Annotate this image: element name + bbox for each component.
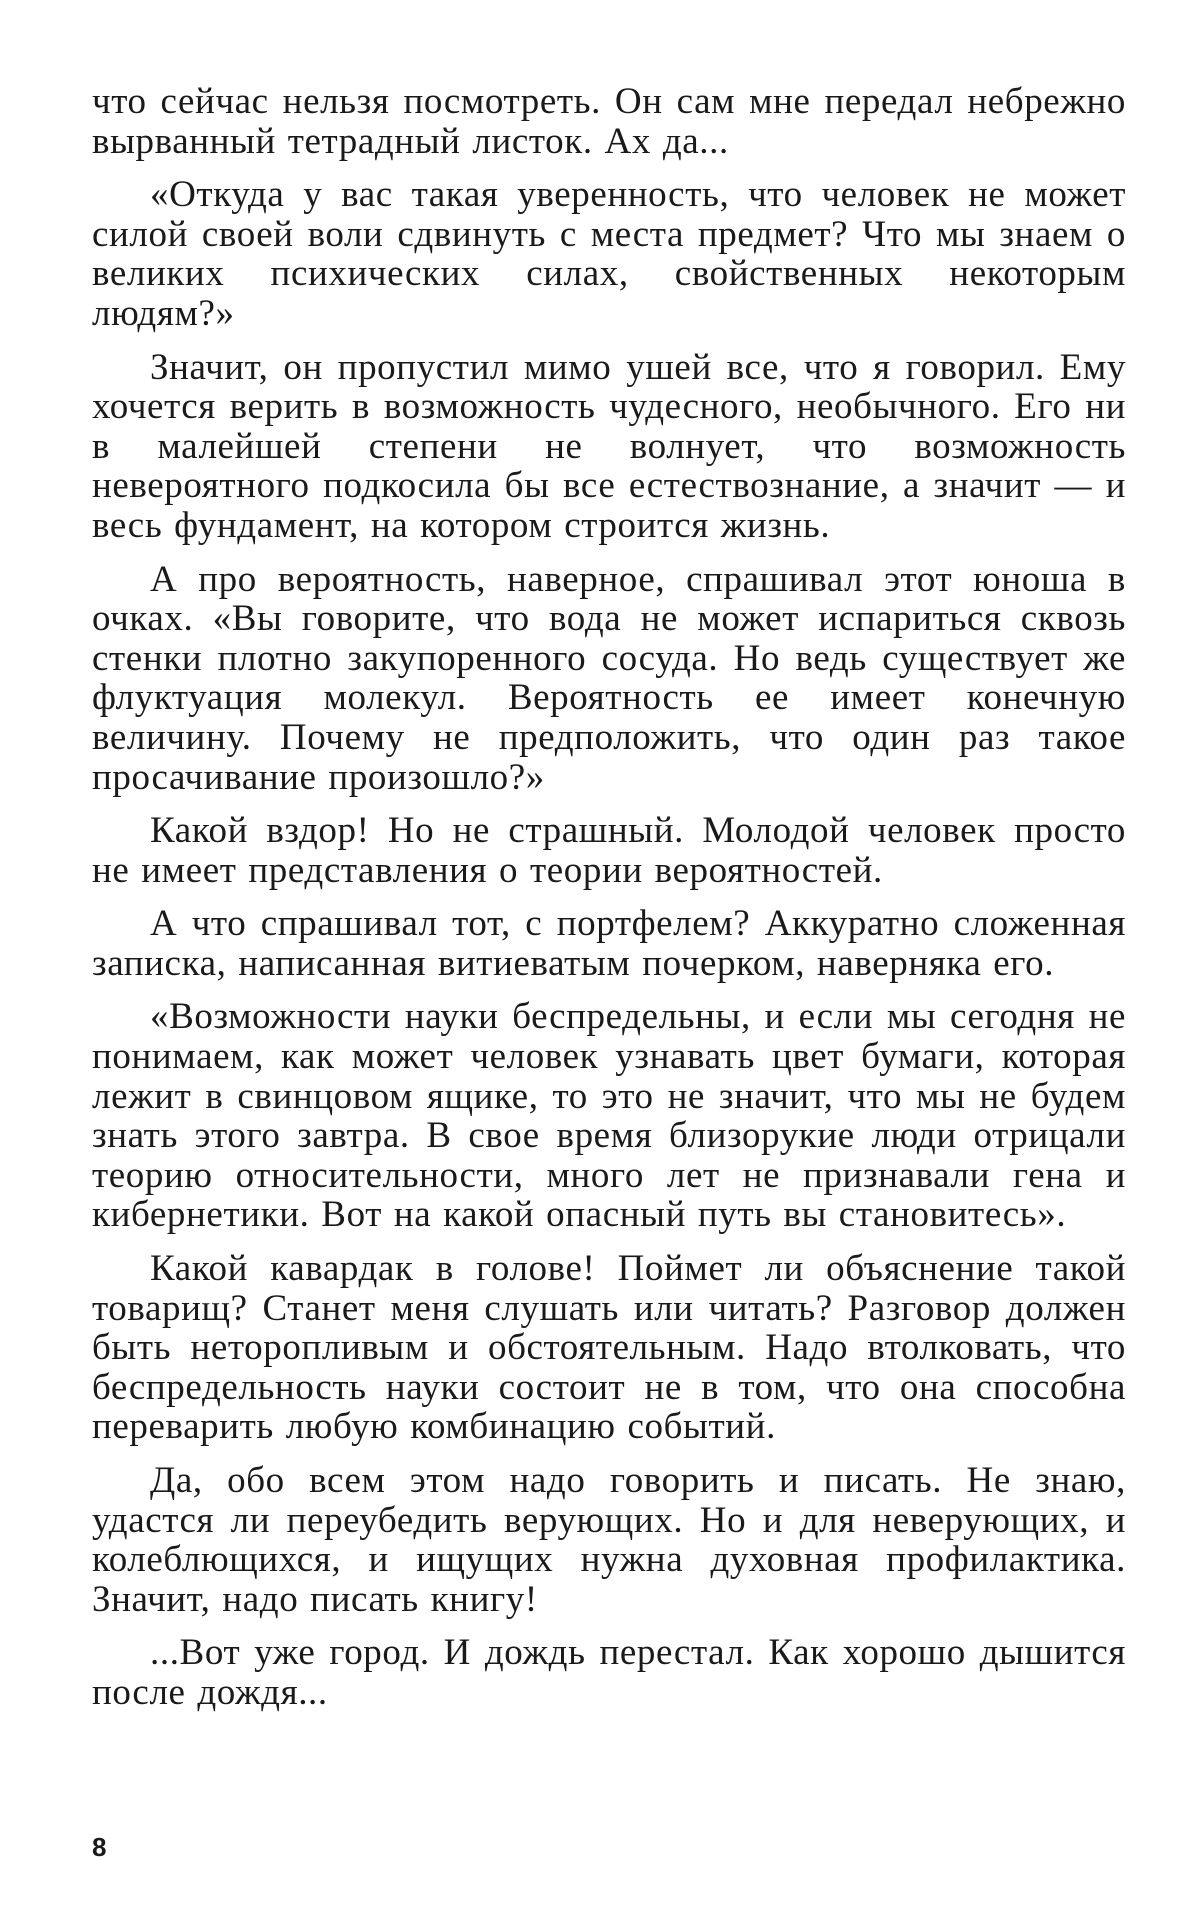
paragraph-1: что сейчас нельзя посмотреть. Он сам мне передал небрежно вырванный тетрадный листок. Ах да... bbox=[92, 81, 1126, 162]
page-number: 8 bbox=[92, 1832, 107, 1862]
paragraph-6: А что спрашивал тот, с портфелем? Аккуратно сложенная записка, написанная витиеватым почерком, наверняка его. bbox=[92, 903, 1126, 984]
paragraph-7: «Возможности науки беспредельны, и если мы сегодня не понимаем, как может человек узнавать цвет бумаги, которая лежит в свинцовом ящике, то это не значит, что мы не будем знать этого завтра. В свое время близорукие люди отрицали теорию относительности, много лет не признавали гена и кибернетики. Вот на какой опасный путь вы становитесь». bbox=[92, 996, 1126, 1236]
paragraph-2: «Откуда у вас такая уверенность, что человек не может силой своей воли сдвинуть с места предмет? Что мы знаем о великих психических силах, свойственных некоторым людям?» bbox=[92, 174, 1126, 334]
paragraph-4: А про вероятность, наверное, спрашивал этот юноша в очках. «Вы говорите, что вода не может испариться сквозь стенки плотно закупоренного сосуда. Но ведь существует же флуктуация молекул. Вероятность ее имеет конечную величину. Почему не предположить, что один раз такое просачивание произошло?» bbox=[92, 558, 1126, 798]
paragraph-8: Какой кавардак в голове! Поймет ли объяснение такой товарищ? Станет меня слушать или читать? Разговор должен быть неторопливым и обстоятельным. Надо втолковать, что беспредельность науки состоит не в том, что она способна переварить любую комбинацию событий. bbox=[92, 1248, 1126, 1448]
paragraph-3: Значит, он пропустил мимо ушей все, что я говорил. Ему хочется верить в возможность чудесного, необычного. Его ни в малейшей степени не волнует, что возможность невероятного подкосила бы все естествознание, а значит — и весь фундамент, на котором строится жизнь. bbox=[92, 346, 1126, 546]
paragraph-9: Да, обо всем этом надо говорить и писать. Не знаю, удастся ли переубедить верующих. Но и для неверующих, и колеблющихся, и ищущих нужна духовная профилактика. Значит, надо писать книгу! bbox=[92, 1460, 1126, 1620]
paragraph-5: Какой вздор! Но не страшный. Молодой человек просто не имеет представления о теории вероятностей. bbox=[92, 810, 1126, 891]
page-text bbox=[92, 82, 1126, 1727]
paragraph-10: ...Вот уже город. И дождь перестал. Как хорошо дышится после дождя... bbox=[92, 1632, 1126, 1713]
